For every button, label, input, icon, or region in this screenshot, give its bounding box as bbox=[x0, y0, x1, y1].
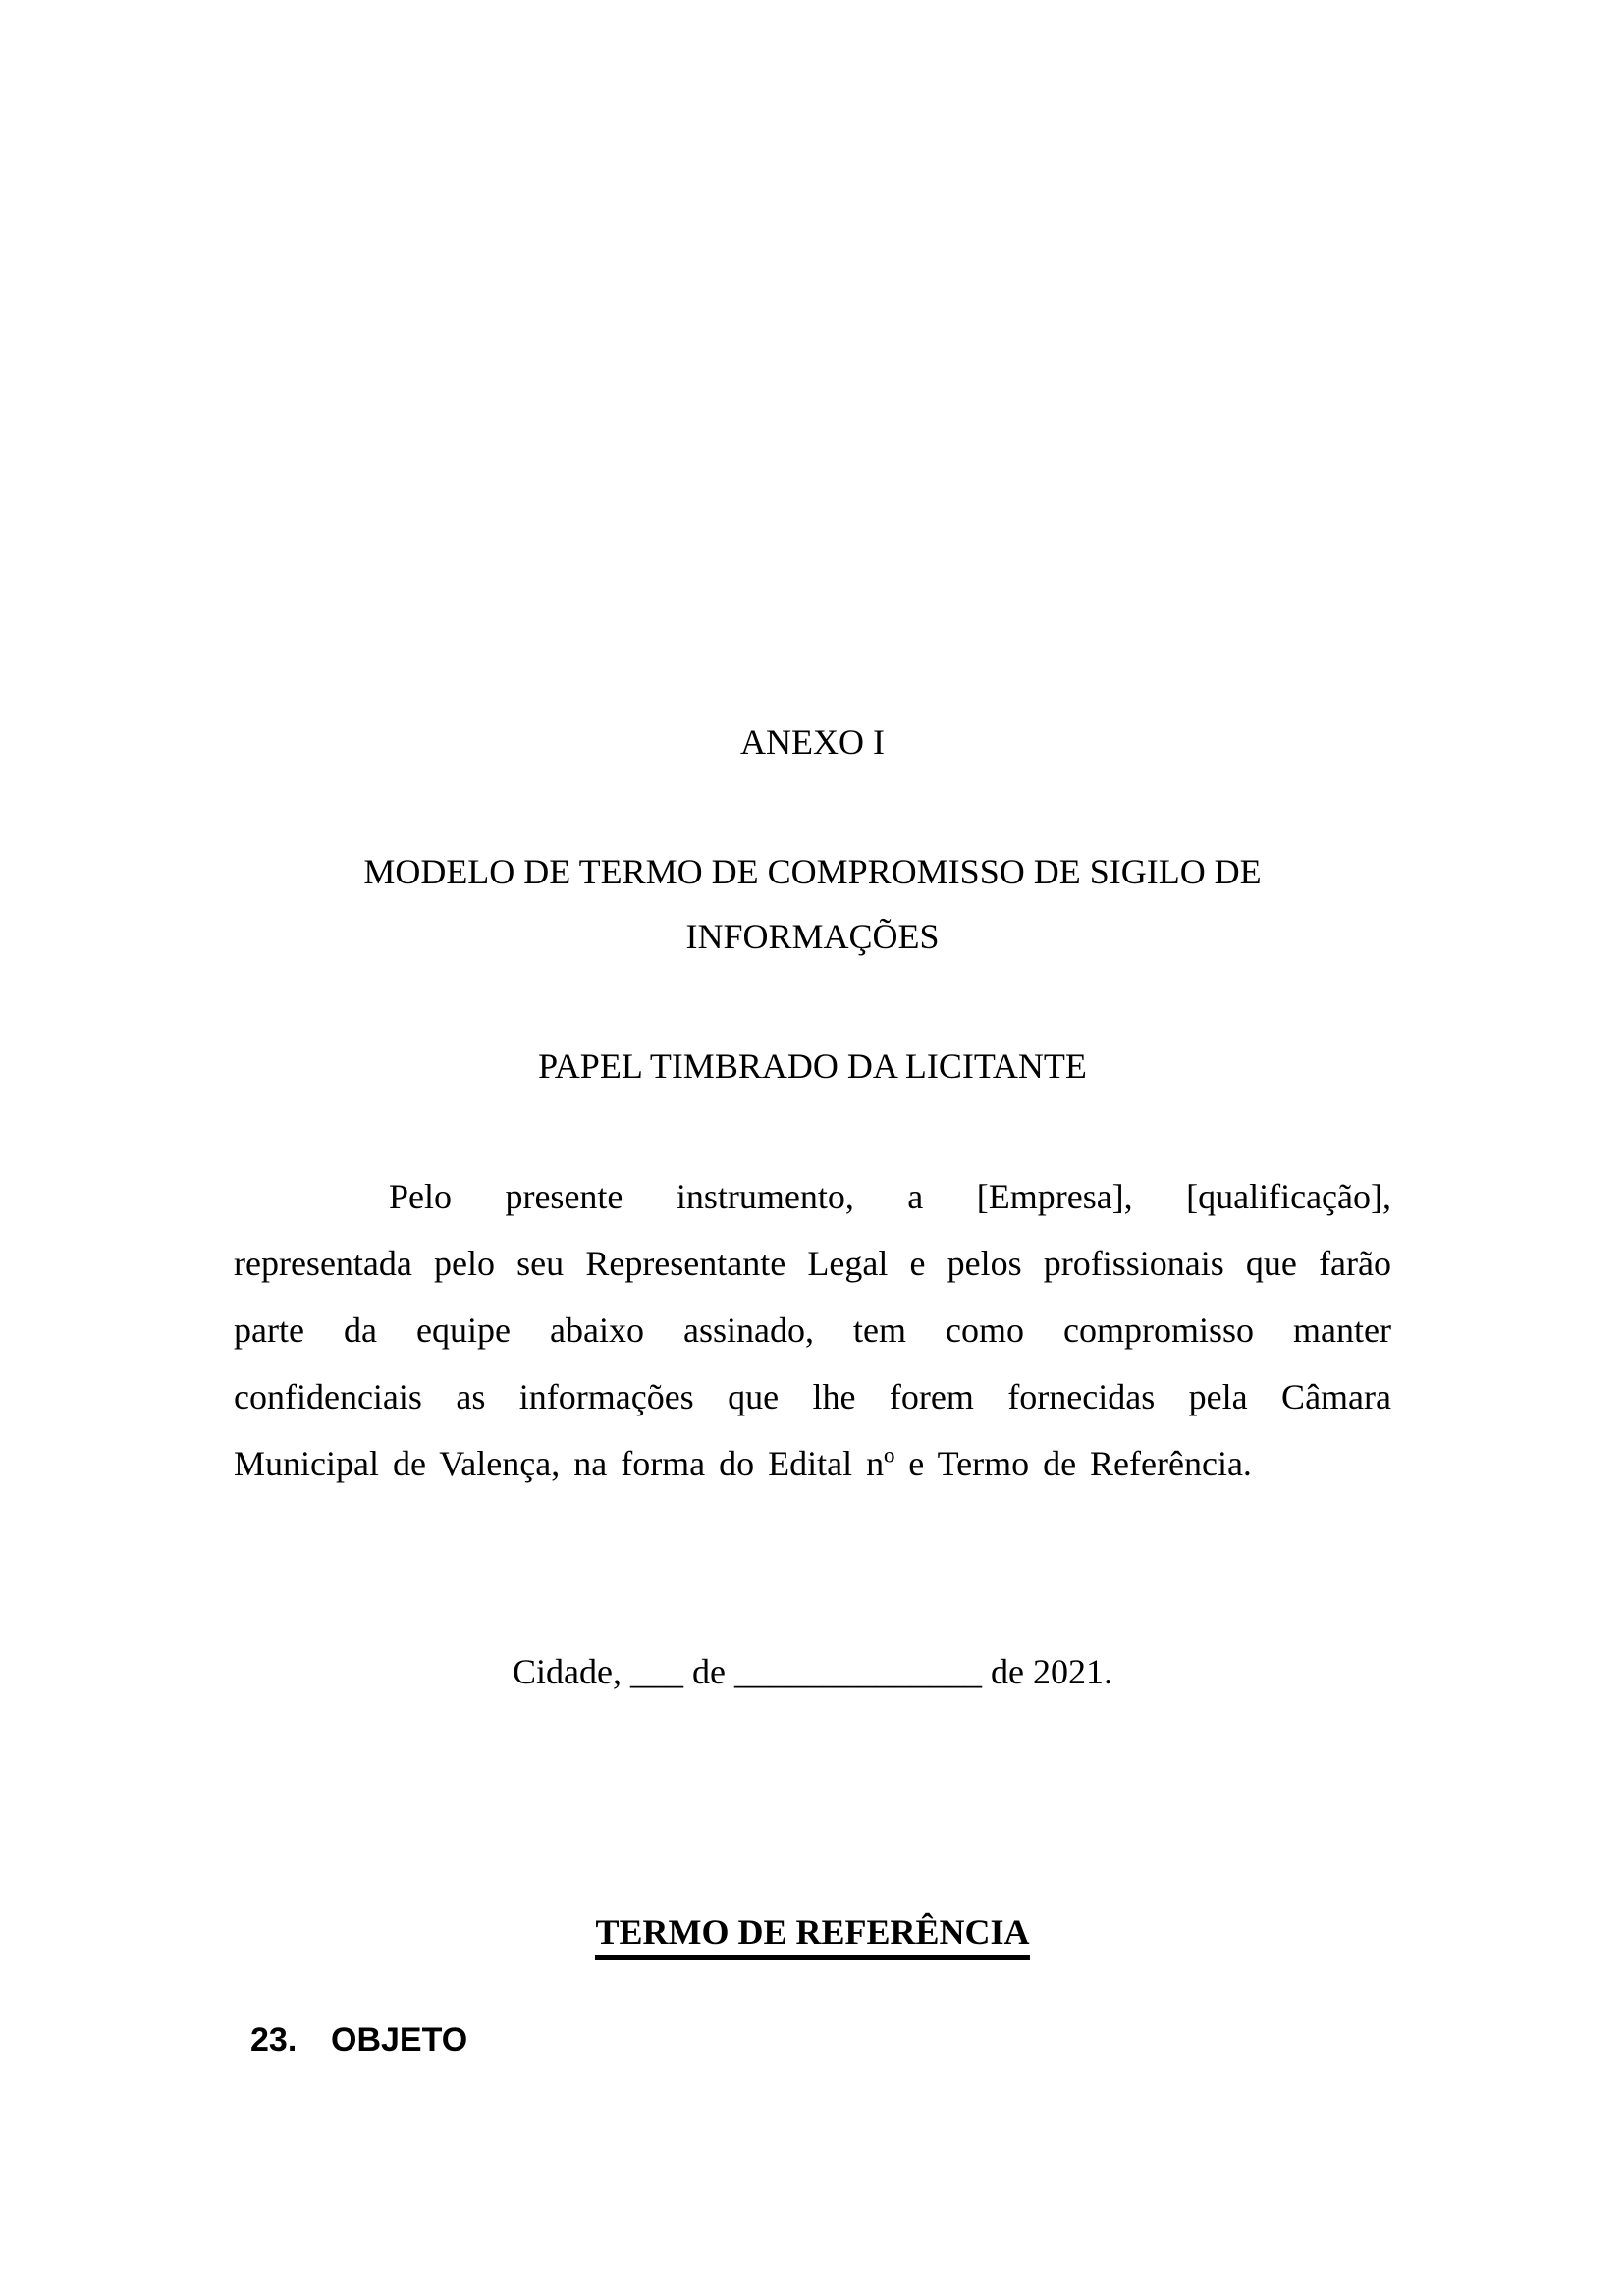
paragraph-line-1: Pelo presente instrumento, a [Empresa], [qualificação], bbox=[389, 1177, 1391, 1216]
paragraph-line-5: Municipal de Valença, na forma do Edital nº e Termo de Referência. bbox=[234, 1444, 1252, 1483]
reference-heading bbox=[234, 1899, 1391, 1964]
paragraph-line-3: parte da equipe abaixo assinado, tem como compromisso manter bbox=[234, 1310, 1391, 1350]
section-heading bbox=[250, 2007, 1391, 2072]
body-paragraph bbox=[234, 1163, 1391, 1497]
annex-heading: ANEXO I bbox=[740, 722, 885, 762]
reference-heading-text: TERMO DE REFERÊNCIA bbox=[595, 1910, 1029, 1960]
document-title bbox=[234, 839, 1391, 969]
paragraph-line-4: confidenciais as informações que lhe forem fornecidas pela Câmara bbox=[234, 1377, 1391, 1416]
date-fill-in-line: Cidade, ___ de ______________ de 2021. bbox=[513, 1652, 1112, 1691]
section-title: OBJETO bbox=[331, 2021, 468, 2058]
section-number: 23. bbox=[250, 2021, 298, 2058]
letterhead-note: PAPEL TIMBRADO DA LICITANTE bbox=[538, 1046, 1087, 1086]
paragraph-line-2: representada pelo seu Representante Legal e pelos profissionais que farão bbox=[234, 1244, 1391, 1283]
document-title-line-1: MODELO DE TERMO DE COMPROMISSO DE SIGILO DE bbox=[363, 852, 1262, 891]
document-title-line-2: INFORMAÇÕES bbox=[685, 917, 940, 956]
